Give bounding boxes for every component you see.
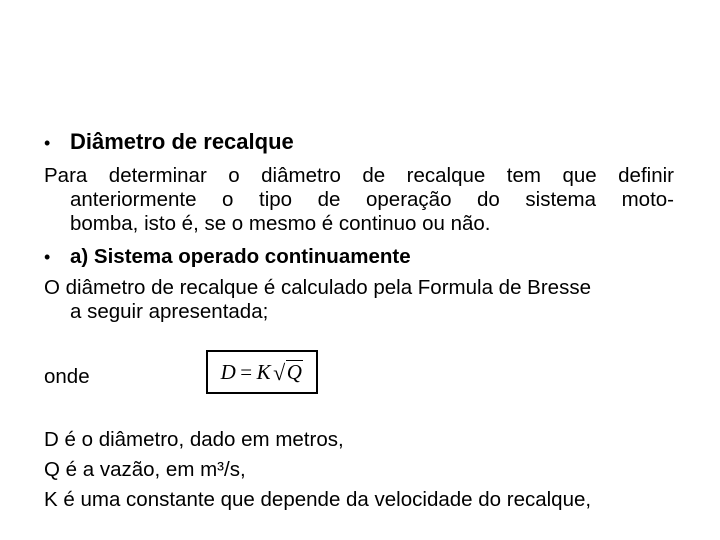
formula-intro-line-2: a seguir apresentada; bbox=[70, 300, 269, 323]
sub-heading-row bbox=[44, 245, 411, 269]
sub-heading-bullet: • bbox=[44, 247, 51, 267]
formula-lhs: D bbox=[220, 359, 237, 384]
radical-sign-icon: √ bbox=[273, 359, 286, 385]
bresse-formula bbox=[221, 360, 304, 385]
heading-row bbox=[44, 130, 294, 155]
formula-coefficient: K bbox=[256, 359, 272, 384]
definition-k: K é uma constante que depende da velocidade do recalque, bbox=[44, 488, 592, 511]
intro-line-1: Para determinar o diâmetro de recalque tem que definir bbox=[44, 164, 674, 187]
formula-equals: = bbox=[240, 359, 253, 384]
definition-q: Q é a vazão, em m³/s, bbox=[44, 458, 246, 481]
formula-radicand: Q bbox=[286, 360, 303, 385]
heading-bullet: • bbox=[44, 133, 51, 153]
slide-heading: Diâmetro de recalque bbox=[70, 129, 294, 154]
bresse-formula-box bbox=[206, 350, 318, 394]
onde-label: onde bbox=[44, 365, 90, 388]
intro-line-2: anteriormente o tipo de operação do sistema moto- bbox=[70, 188, 674, 211]
intro-line-3: bomba, isto é, se o mesmo é continuo ou não. bbox=[70, 212, 491, 235]
sub-heading: a) Sistema operado continuamente bbox=[70, 245, 411, 268]
definition-d: D é o diâmetro, dado em metros, bbox=[44, 428, 344, 451]
formula-intro-line-1: O diâmetro de recalque é calculado pela Formula de Bresse bbox=[44, 276, 591, 299]
square-root-icon bbox=[273, 360, 303, 383]
